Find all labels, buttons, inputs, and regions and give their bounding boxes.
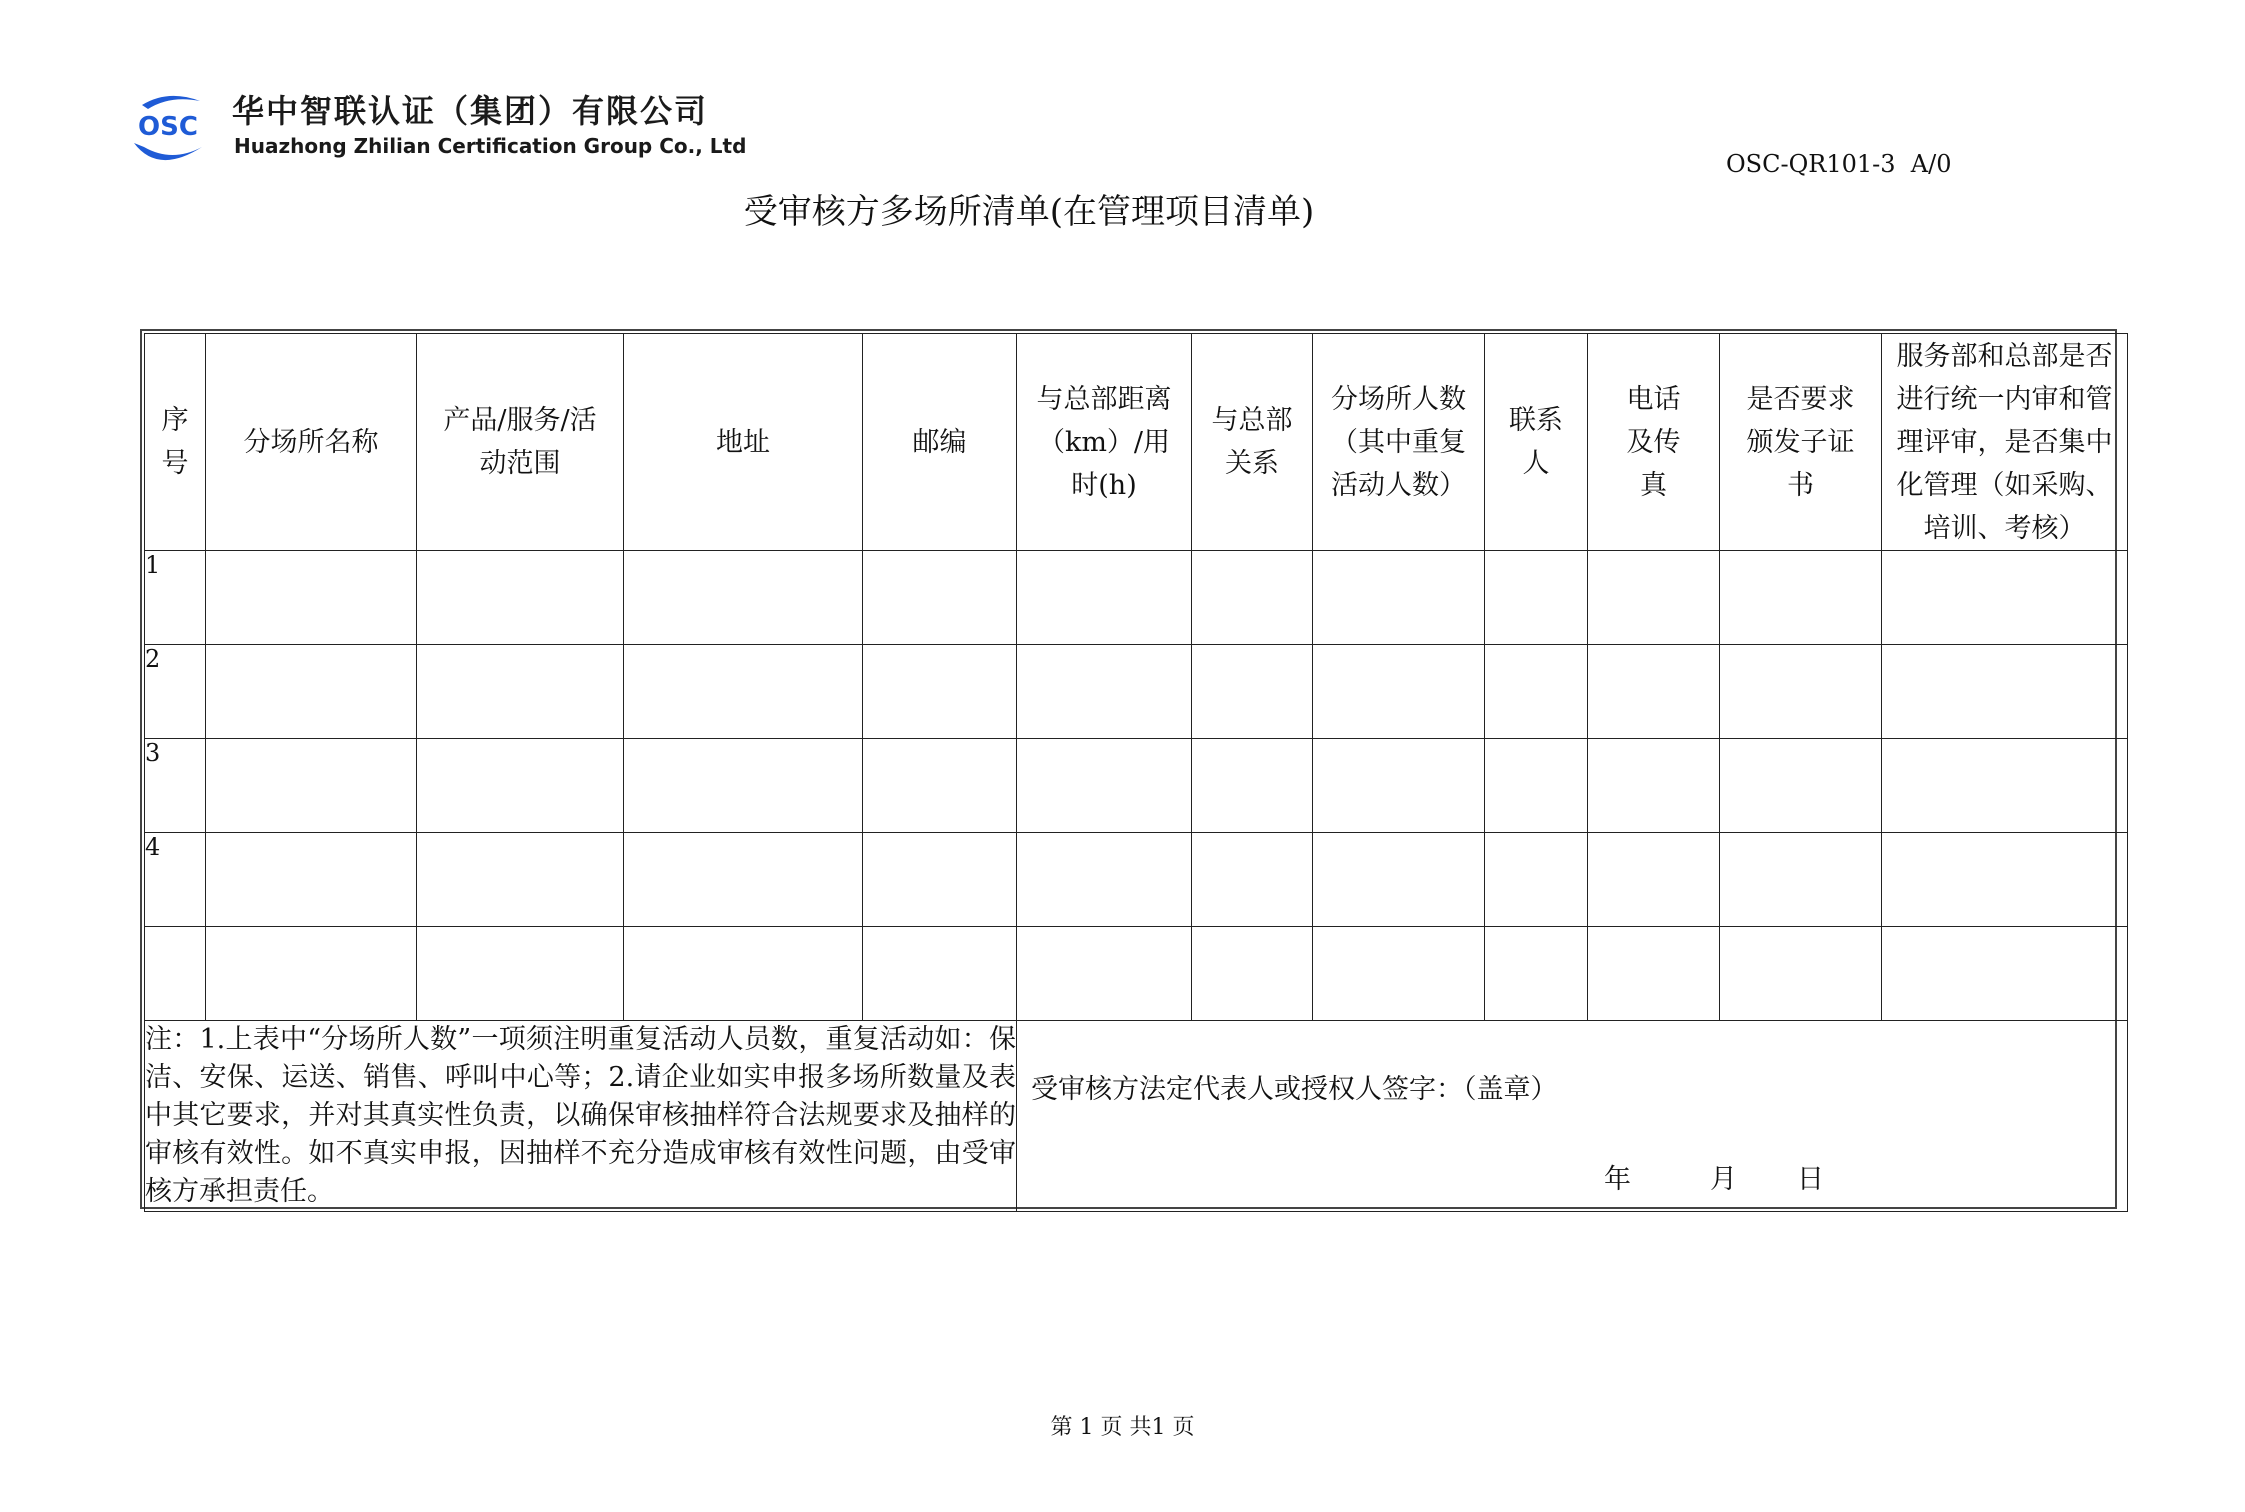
distance-cell[interactable] xyxy=(1017,833,1192,927)
column-header: 产品/服务/活动范围 xyxy=(417,334,624,551)
postcode-cell[interactable] xyxy=(863,833,1017,927)
column-header: 地址 xyxy=(624,334,863,551)
postcode-cell[interactable] xyxy=(863,551,1017,645)
column-header: 联系人 xyxy=(1485,334,1588,551)
table-note: 注：1.上表中“分场所人数”一项须注明重复活动人员数，重复活动如：保洁、安保、运送、销售、呼叫中心等；2.请企业如实申报多场所数量及表中其它要求，并对其真实性负责，以确保审核抽样符合法规要求及抽样的审核有效性。如不真实申报，因抽样不充分造成审核有效性问题，由受审核方承担责任。 xyxy=(145,1021,1017,1212)
centralized-management-cell[interactable] xyxy=(1882,739,2128,833)
date-year-label: 年 xyxy=(1604,1164,1631,1195)
sub-certificate-cell[interactable] xyxy=(1720,739,1882,833)
centralized-management-cell[interactable] xyxy=(1882,645,2128,739)
date-month-label: 月 xyxy=(1710,1164,1737,1195)
contact-cell[interactable] xyxy=(1485,739,1588,833)
site-name-cell[interactable] xyxy=(206,927,417,1021)
table-row xyxy=(145,551,2128,645)
company-logo xyxy=(128,85,208,169)
sub-certificate-cell[interactable] xyxy=(1720,645,1882,739)
row-number: 2 xyxy=(145,645,206,739)
distance-cell[interactable] xyxy=(1017,927,1192,1021)
scope-cell[interactable] xyxy=(417,833,624,927)
site-name-cell[interactable] xyxy=(206,551,417,645)
phone-fax-cell[interactable] xyxy=(1588,739,1720,833)
site-name-cell[interactable] xyxy=(206,739,417,833)
centralized-management-cell[interactable] xyxy=(1882,551,2128,645)
company-name-en: Huazhong Zhilian Certification Group Co., Ltd xyxy=(234,134,747,158)
column-header: 服务部和总部是否进行统一内审和管理评审，是否集中化管理（如采购、培训、考核） xyxy=(1882,334,2128,551)
multi-site-table xyxy=(144,333,2128,1212)
sub-certificate-cell[interactable] xyxy=(1720,551,1882,645)
centralized-management-cell[interactable] xyxy=(1882,833,2128,927)
site-name-cell[interactable] xyxy=(206,833,417,927)
centralized-management-cell[interactable] xyxy=(1882,927,2128,1021)
column-header: 与总部距离（km）/用时(h) xyxy=(1017,334,1192,551)
relation-cell[interactable] xyxy=(1192,645,1313,739)
scope-cell[interactable] xyxy=(417,927,624,1021)
contact-cell[interactable] xyxy=(1485,645,1588,739)
headcount-cell[interactable] xyxy=(1313,551,1485,645)
signature-label: 受审核方法定代表人或授权人签字：（盖章） xyxy=(1031,1074,1558,1105)
table-header-row xyxy=(145,334,2128,551)
logo-text: OSC xyxy=(138,112,198,142)
date-day-label: 日 xyxy=(1797,1164,1824,1195)
row-number: 4 xyxy=(145,833,206,927)
phone-fax-cell[interactable] xyxy=(1588,645,1720,739)
row-number: 3 xyxy=(145,739,206,833)
relation-cell[interactable] xyxy=(1192,551,1313,645)
address-cell[interactable] xyxy=(624,927,863,1021)
column-header: 与总部关系 xyxy=(1192,334,1313,551)
sub-certificate-cell[interactable] xyxy=(1720,833,1882,927)
phone-fax-cell[interactable] xyxy=(1588,833,1720,927)
column-header: 邮编 xyxy=(863,334,1017,551)
company-name-cn: 华中智联认证（集团）有限公司 xyxy=(232,92,709,130)
document-title: 受审核方多场所清单(在管理项目清单) xyxy=(743,192,1315,232)
contact-cell[interactable] xyxy=(1485,833,1588,927)
relation-cell[interactable] xyxy=(1192,739,1313,833)
phone-fax-cell[interactable] xyxy=(1588,927,1720,1021)
table-row xyxy=(145,833,2128,927)
table-row xyxy=(145,739,2128,833)
column-header: 电话及传真 xyxy=(1588,334,1720,551)
scope-cell[interactable] xyxy=(417,739,624,833)
page-number: 第 1 页 共1 页 xyxy=(1050,1415,1195,1440)
contact-cell[interactable] xyxy=(1485,927,1588,1021)
phone-fax-cell[interactable] xyxy=(1588,551,1720,645)
column-header: 分场所名称 xyxy=(206,334,417,551)
postcode-cell[interactable] xyxy=(863,645,1017,739)
table-row xyxy=(145,645,2128,739)
table-footer-row xyxy=(145,1021,2128,1212)
postcode-cell[interactable] xyxy=(863,927,1017,1021)
scope-cell[interactable] xyxy=(417,645,624,739)
site-name-cell[interactable] xyxy=(206,645,417,739)
row-number xyxy=(145,927,206,1021)
headcount-cell[interactable] xyxy=(1313,927,1485,1021)
distance-cell[interactable] xyxy=(1017,645,1192,739)
form-table-frame xyxy=(140,329,2117,1209)
column-header: 序号 xyxy=(145,334,206,551)
column-header: 是否要求颁发子证书 xyxy=(1720,334,1882,551)
relation-cell[interactable] xyxy=(1192,833,1313,927)
postcode-cell[interactable] xyxy=(863,739,1017,833)
headcount-cell[interactable] xyxy=(1313,645,1485,739)
address-cell[interactable] xyxy=(624,739,863,833)
distance-cell[interactable] xyxy=(1017,739,1192,833)
headcount-cell[interactable] xyxy=(1313,739,1485,833)
address-cell[interactable] xyxy=(624,551,863,645)
distance-cell[interactable] xyxy=(1017,551,1192,645)
row-number: 1 xyxy=(145,551,206,645)
address-cell[interactable] xyxy=(624,833,863,927)
headcount-cell[interactable] xyxy=(1313,833,1485,927)
table-row xyxy=(145,927,2128,1021)
scope-cell[interactable] xyxy=(417,551,624,645)
sub-certificate-cell[interactable] xyxy=(1720,927,1882,1021)
relation-cell[interactable] xyxy=(1192,927,1313,1021)
contact-cell[interactable] xyxy=(1485,551,1588,645)
column-header: 分场所人数（其中重复活动人数） xyxy=(1313,334,1485,551)
document-code: OSC-QR101-3 A/0 xyxy=(1726,150,1952,178)
address-cell[interactable] xyxy=(624,645,863,739)
signature-cell[interactable] xyxy=(1017,1021,2128,1212)
